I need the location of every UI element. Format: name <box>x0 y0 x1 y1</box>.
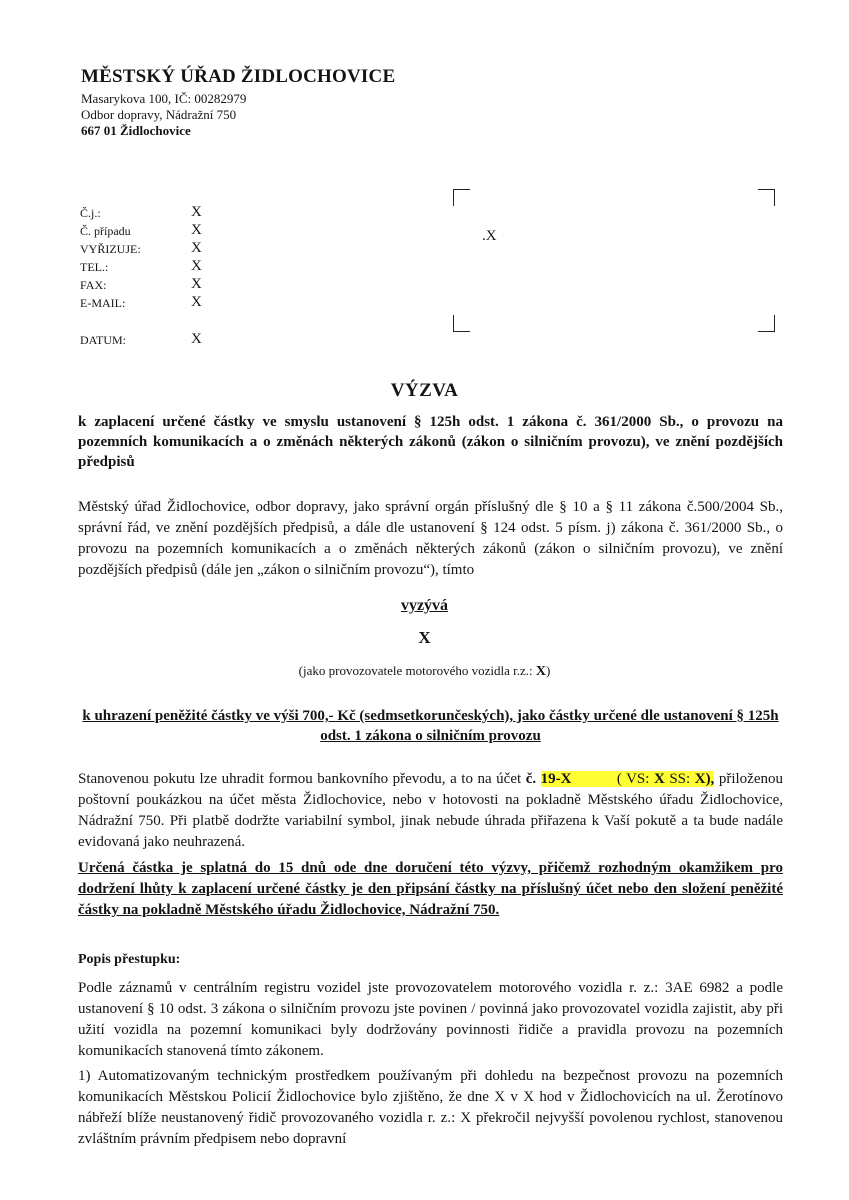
address-window-corner-top-left <box>453 189 470 206</box>
intro-paragraph: Městský úřad Židlochovice, odbor dopravy, jako správní orgán příslušný dle § 10 a § 11 zákona č.500/2004 Sb., správní řád, ve znění pozdějších předpisů, a dále dle ustanovení § 124 odst. 5 písm. j) zákona č. 361/2000 Sb., o provozu na pozemních komunikacích a o změnách některých zákonů (zákon o silničním provozu), ve znění pozdějších předpisů (dále jen „zákon o silničním provozu“), tímto <box>78 499 783 578</box>
document-title: VÝZVA <box>390 380 459 401</box>
address-window-corner-top-right <box>758 189 775 206</box>
payment-demand: k uhrazení peněžité částky ve výši 700,- Kč (sedmsetkorunčeských), jako částky určené dle ustanovení § 125h odst. 1 zákona o silničním provozu <box>82 708 779 744</box>
meta-label: TEL.: <box>80 260 109 274</box>
address-window-corner-bottom-left <box>453 315 470 332</box>
office-address-line-2: Odbor dopravy, Nádražní 750 <box>81 107 237 122</box>
offense-point-1: 1) Automatizovaným technickým prostředkem používaným při dohledu na bezpečnost provozu na pozemních komunikacích Městskou Policií Židlochovice bylo zjištěno, že dne X v X hod v Židlochovicích na ul. Žerotínovo nábřeží blíže neustanovený řidič provozovaného vozidla r. z.: X překročil nejvyšší povolenou rychlost, stanovenou zvláštním právním předpisem nebo dopravní <box>78 1068 783 1147</box>
meta-value: X <box>191 276 202 292</box>
address-window-corner-bottom-right <box>758 315 775 332</box>
calls-upon-heading: vyzývá <box>400 597 449 614</box>
meta-label: FAX: <box>80 278 107 292</box>
due-date-notice: Určená částka je splatná do 15 dnů ode dne doručení této výzvy, přičemž rozhodným okamžikem pro dodržení lhůty k zaplacení určené částky je den připsání částky na příslušný účet nebo den složení peněžité částky na pokladně Městského úřadu Židlochovice, Nádražní 750. <box>78 860 783 918</box>
date-value: X <box>191 331 202 347</box>
bank-account-highlighted <box>541 771 715 787</box>
offense-heading: Popis přestupku: <box>78 952 181 967</box>
payment-paragraph <box>78 769 783 853</box>
payment-text-after: přiloženou poštovní poukázkou na účet města Židlochovice, nebo v hotovosti na pokladně Městského úřadu Židlochovice, Nádražní 750. Při platbě dodržte variabilní symbol, jinak nebude úhrada přiřazena k Vaší pokutě a ta bude nadále evidovaná jako neuhrazená. <box>78 771 783 850</box>
office-name: MĚSTSKÝ ÚŘAD ŽIDLOCHOVICE <box>81 66 396 87</box>
payment-text-before: Stanovenou pokutu lze uhradit formou bankovního převodu, a to na účet <box>78 771 526 787</box>
office-address-line-3: 667 01 Židlochovice <box>81 123 191 138</box>
meta-value: X <box>191 240 202 256</box>
document-subtitle: k zaplacení určené částky ve smyslu ustanovení § 125h odst. 1 zákona č. 361/2000 Sb., o provozu na pozemních komunikacích a o změnách některých zákonů (zákon o silničním provozu), ve znění pozdějších předpisů <box>78 414 783 470</box>
operator-note-suffix: ) <box>545 663 551 678</box>
operator-note-prefix: (jako provozovatele motorového vozidla r.z.: <box>298 663 536 678</box>
meta-value: X <box>191 258 202 274</box>
symbols-close: ), <box>705 771 715 787</box>
symbols-open: ( VS: <box>616 771 654 787</box>
addressee: .X <box>482 228 497 244</box>
bank-account: 19-X <box>540 771 572 787</box>
meta-value: X <box>191 222 202 238</box>
meta-label: VYŘIZUJE: <box>80 242 141 256</box>
meta-label: Č. případu <box>80 224 131 238</box>
specific-symbol: X <box>694 771 706 787</box>
operator-note <box>0 663 849 680</box>
account-prefix: č. <box>525 771 541 787</box>
operator-plate: X <box>535 664 546 679</box>
recipient-name: X <box>418 628 431 647</box>
date-label: DATUM: <box>80 333 127 347</box>
meta-label: E-MAIL: <box>80 296 126 310</box>
specific-symbol-label: SS: <box>664 771 695 787</box>
office-address-line-1: Masarykova 100, IČ: 00282979 <box>81 91 247 106</box>
meta-value: X <box>191 204 202 220</box>
offense-description: Podle záznamů v centrálním registru vozidel jste provozovatelem motorového vozidla r. z.: 3AE 6982 a podle ustanovení § 10 odst. 3 zákona o silničním provozu jste povinen / povinná jako provozovatel vozidla zajistit, aby při užití vozidla na pozemní komunikaci byly dodržovány povinnosti řidiče a pravidla provozu na pozemních komunikacích stanovená tímto zákonem. <box>78 980 783 1059</box>
meta-value: X <box>191 294 202 310</box>
variable-symbol: X <box>653 771 665 787</box>
meta-label: Č.j.: <box>80 206 101 220</box>
